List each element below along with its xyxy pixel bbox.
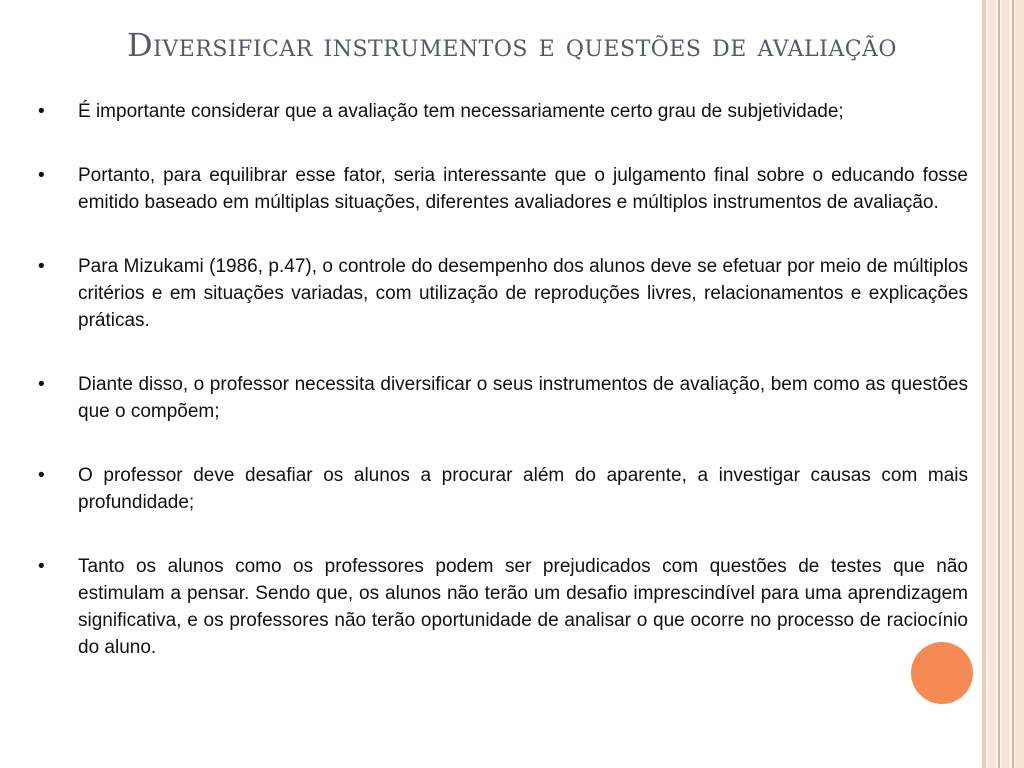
bullet-text: Tanto os alunos como os professores podem ser prejudicados com questões de testes que não estimulam a pensar. Sendo que, os alunos não terão um desafio imprescindível para uma aprendizagem significativa, e os professores não terão oportunidade de analisar o que ocorre no processo de raciocínio do aluno.	[78, 556, 968, 658]
bullet-marker: •	[38, 556, 45, 577]
bullet-item	[38, 462, 968, 516]
slide-title: Diversificar instrumentos e questões de avaliação	[127, 26, 897, 64]
bullet-marker: •	[38, 256, 45, 277]
bullet-list	[38, 98, 968, 698]
bullet-text: Para Mizukami (1986, p.47), o controle do desempenho dos alunos deve se efetuar por meio de múltiplos critérios e em situações variadas, com utilização de reproduções livres, relacionamentos e explicações práticas.	[78, 256, 968, 331]
stripe	[982, 0, 986, 768]
bullet-item	[38, 253, 968, 334]
bullet-item	[38, 553, 968, 661]
bullet-text: Portanto, para equilibrar esse fator, seria interessante que o julgamento final sobre o educando fosse emitido baseado em múltiplas situações, diferentes avaliadores e múltiplos instrumentos de avaliação.	[78, 165, 968, 213]
stripe	[998, 0, 1000, 768]
bullet-text: Diante disso, o professor necessita diversificar o seus instrumentos de avaliação, bem como as questões que o compõem;	[78, 374, 968, 422]
decorative-orange-circle	[911, 642, 973, 704]
bullet-text: O professor deve desafiar os alunos a procurar além do aparente, a investigar causas com mais profundidade;	[78, 465, 968, 513]
bullet-item	[38, 162, 968, 216]
stripe	[1001, 0, 1010, 768]
bullet-marker: •	[38, 374, 45, 395]
bullet-marker: •	[38, 101, 45, 122]
decorative-stripes	[974, 0, 1024, 768]
bullet-marker: •	[38, 465, 45, 486]
bullet-marker: •	[38, 165, 45, 186]
stripe	[1012, 0, 1014, 768]
bullet-item	[38, 371, 968, 425]
stripe	[988, 0, 996, 768]
bullet-text: É importante considerar que a avaliação tem necessariamente certo grau de subjetividade;	[78, 101, 844, 122]
stripe	[1015, 0, 1024, 768]
bullet-item	[38, 98, 968, 125]
